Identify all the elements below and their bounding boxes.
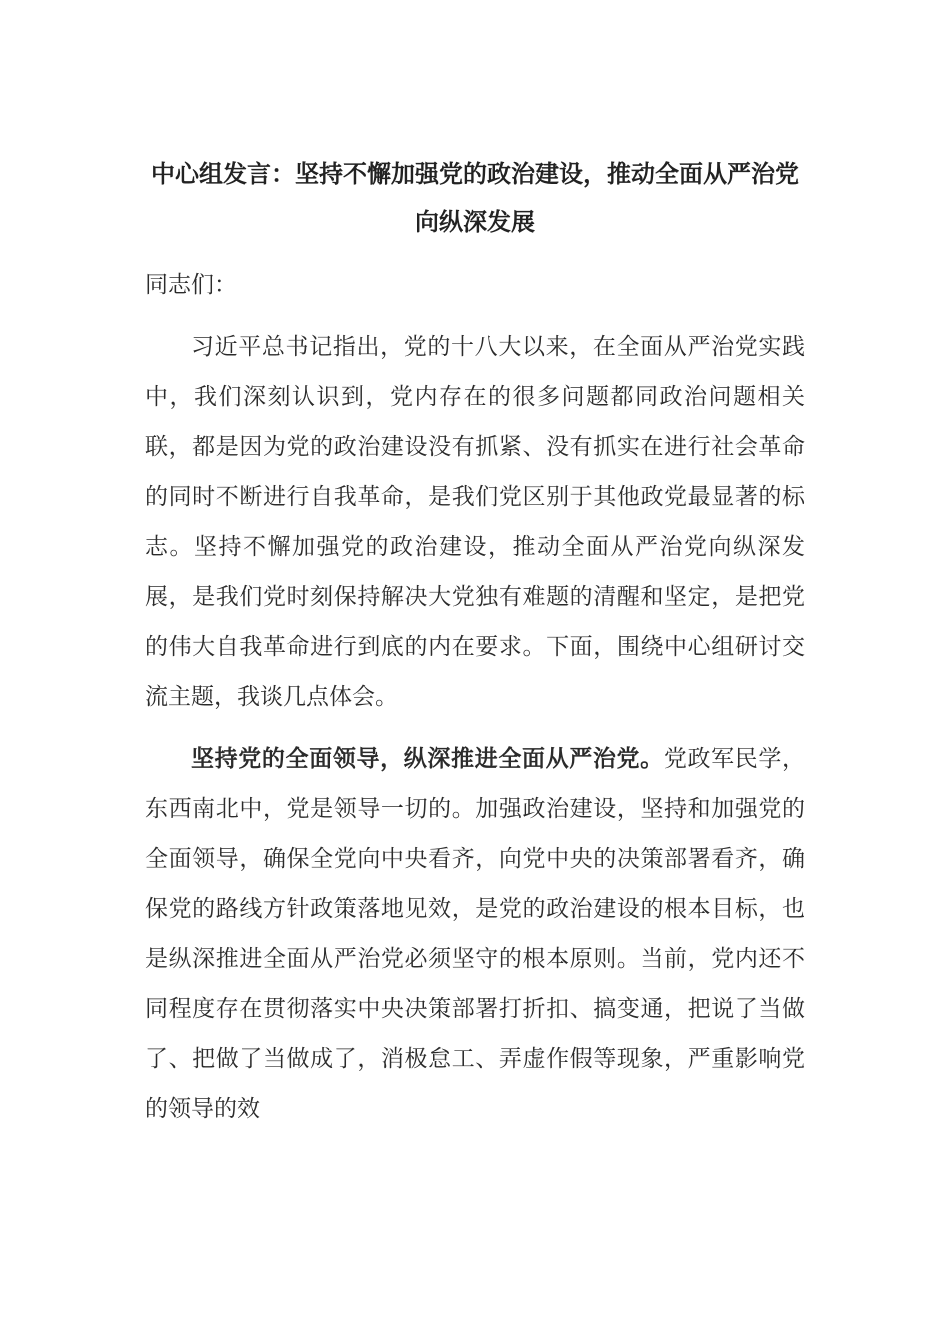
document-title: 中心组发言：坚持不懈加强党的政治建设，推动全面从严治党向纵深发展 — [151, 160, 799, 236]
paragraph-text: 习近平总书记指出，党的十八大以来，在全面从严治党实践中，我们深刻认识到，党内存在的很多问题都同政治问题相关联，都是因为党的政治建设没有抓紧、没有抓实在进行社会革命的同时不断进行自我革命，是我们党区别于其他政党最显著的标志。坚持不懈加强党的政治建设，推动全面从严治党向纵深发展，是我们党时刻保持解决大党独有难题的清醒和坚定，是把党的伟大自我革命进行到底的内在要求。下面，围绕中心组研讨交流主题，我谈几点体会。 — [145, 334, 805, 710]
salutation: 同志们： — [145, 272, 237, 298]
document-page — [145, 150, 805, 1146]
paragraph-text: 党政军民学，东西南北中，党是领导一切的。加强政治建设，坚持和加强党的全面领导，确保全党向中央看齐，向党中央的决策部署看齐，确保党的路线方针政策落地见效，是党的政治建设的根本目标，也是纵深推进全面从严治党必须坚守的根本原则。当前，党内还不同程度存在贯彻落实中央决策部署打折扣、搞变通，把说了当做了、把做了当做成了，消极怠工、弄虚作假等现象，严重影响党的领导的效 — [145, 746, 806, 1122]
paragraph-lead-heading: 坚持党的全面领导，纵深推进全面从严治党。 — [191, 746, 664, 772]
paragraph-intro — [145, 322, 805, 722]
paragraph-leadership — [145, 734, 805, 1134]
